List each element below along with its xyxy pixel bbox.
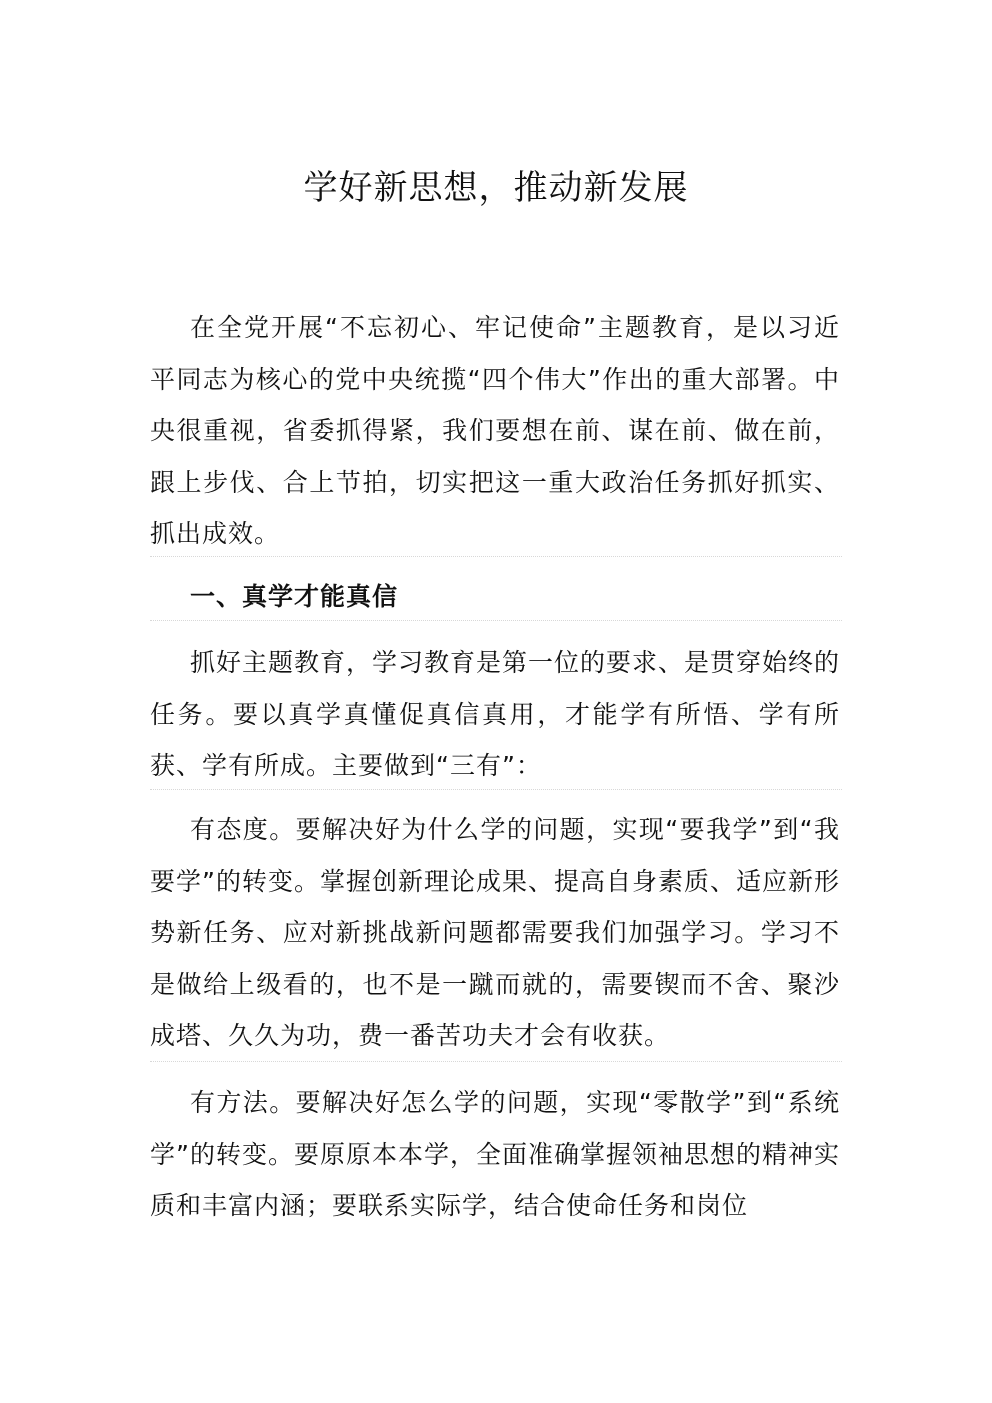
- divider: [150, 789, 842, 790]
- divider: [150, 1061, 842, 1062]
- paragraph-intro: 在全党开展“不忘初心、牢记使命”主题教育，是以习近平同志为核心的党中央统揽“四个伟大”作出的重大部署。中央很重视，省委抓得紧，我们要想在前、谋在前、做在前，跟上步伐、合上节拍，切实把这一重大政治任务抓好抓实、抓出成效。: [150, 313, 840, 548]
- divider: [150, 620, 842, 621]
- document-title: 学好新思想，推动新发展: [303, 168, 689, 208]
- section-heading-1: 一、真学才能真信: [190, 582, 399, 611]
- divider: [150, 556, 842, 557]
- paragraph-section-1: 抓好主题教育，学习教育是第一位的要求、是贯穿始终的任务。要以真学真懂促真信真用，才能学有所悟、学有所获、学有所成。主要做到“三有”：: [150, 648, 841, 780]
- paragraph-attitude: 有态度。要解决好为什么学的问题，实现“要我学”到“我要学”的转变。掌握创新理论成果、提高自身素质、适应新形势新任务、应对新挑战新问题都需要我们加强学习。学习不是做给上级看的，也不是一蹴而就的，需要锲而不舍、聚沙成塔、久久为功，费一番苦功夫才会有收获。: [150, 815, 840, 1050]
- paragraph-method: 有方法。要解决好怎么学的问题，实现“零散学”到“系统学”的转变。要原原本本学，全面准确掌握领袖思想的精神实质和丰富内涵；要联系实际学，结合使命任务和岗位: [150, 1088, 840, 1220]
